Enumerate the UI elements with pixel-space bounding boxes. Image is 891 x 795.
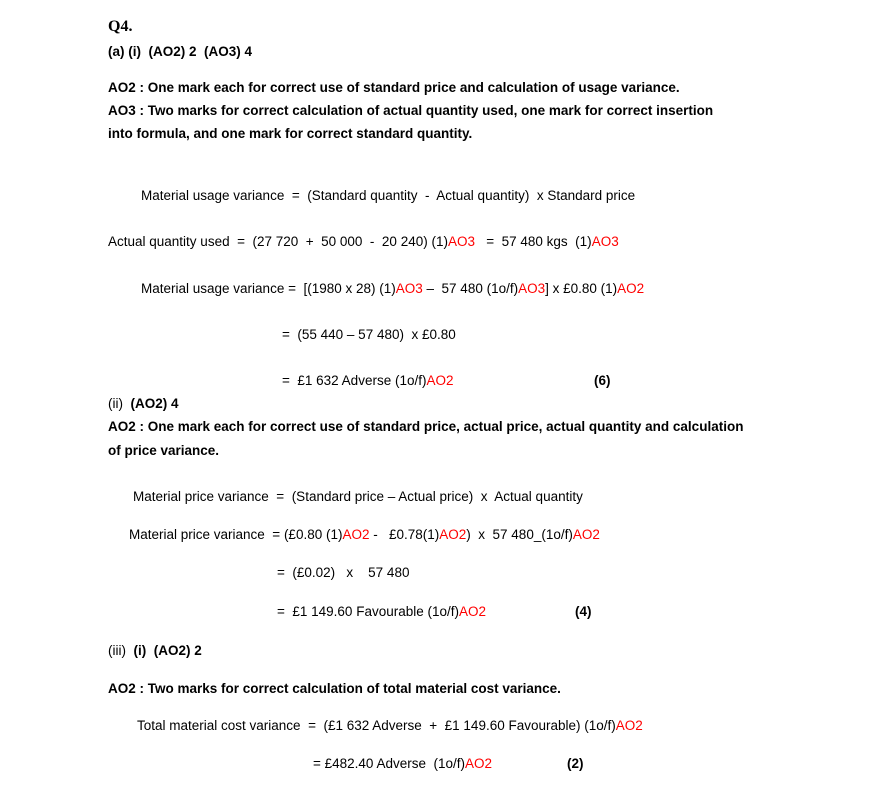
text-segment: (i) (AO2) 2 [133, 643, 202, 658]
text-segment: AO2 : Two marks for correct calculation of total material cost variance. [108, 681, 561, 696]
assessment-objective-tag: AO2 [342, 527, 370, 542]
assessment-objective-tag: AO2 [426, 373, 454, 388]
assessment-objective-tag: AO2 [615, 718, 643, 733]
text-segment: AO2 : One mark each for correct use of standard price and calculation of usage variance. [108, 80, 680, 95]
text-segment: (AO2) 4 [130, 396, 179, 411]
assessment-objective-tag: AO3 [395, 281, 423, 296]
assessment-objective-tag: AO2 [572, 527, 600, 542]
text-segment: = 57 480 kgs (1) [474, 234, 592, 249]
total-marks [567, 755, 584, 773]
usage-variance-step [282, 326, 456, 344]
actual-quantity-calc [108, 233, 619, 251]
assessment-objective-tag: AO3 [591, 234, 619, 249]
text-segment: (ii) [108, 396, 131, 411]
text-segment: AO2 : One mark each for correct use of standard price, actual price, actual quantity and calculation [108, 419, 744, 434]
assessment-objective-tag: AO2 [439, 527, 467, 542]
price-variance-calc [129, 526, 600, 544]
usage-variance-calc [141, 280, 644, 298]
text-segment: ) x 57 480_(1o/f) [466, 527, 573, 542]
text-segment: = (£0.02) x 57 480 [277, 565, 410, 580]
text-segment: Material price variance = (Standard price – Actual price) x Actual quantity [133, 489, 583, 504]
text-segment: Total material cost variance = (£1 632 Adverse + £1 149.60 Favourable) (1o/f) [137, 718, 616, 733]
text-segment: (6) [594, 373, 611, 388]
part-iii-heading [108, 642, 202, 660]
assessment-objective-tag: AO2 [464, 756, 492, 771]
ao2-price-criteria [108, 418, 743, 436]
text-segment: of price variance. [108, 443, 220, 458]
price-variance-result [277, 603, 486, 621]
text-segment: – 57 480 (1o/f) [422, 281, 519, 296]
usage-marks [594, 372, 611, 390]
text-segment: = (55 440 – 57 480) x £0.80 [282, 327, 456, 342]
price-variance-formula [133, 488, 583, 506]
assessment-objective-tag: AO3 [447, 234, 475, 249]
text-segment: (iii) [108, 643, 134, 658]
text-segment: = £1 632 Adverse (1o/f) [282, 373, 427, 388]
total-variance-calc [137, 717, 643, 735]
text-segment: = £482.40 Adverse (1o/f) [313, 756, 465, 771]
text-segment: (4) [575, 604, 592, 619]
total-variance-result [313, 755, 492, 773]
ao2-criteria [108, 79, 680, 97]
text-segment: Material usage variance = [(1980 x 28) (1) [141, 281, 396, 296]
part-ii-heading [108, 395, 179, 413]
assessment-objective-tag: AO2 [459, 604, 487, 619]
assessment-objective-tag: AO3 [518, 281, 546, 296]
ao2-total-criteria [108, 680, 561, 698]
text-segment: (2) [567, 756, 584, 771]
ao3-criteria [108, 102, 713, 120]
text-segment: ] x £0.80 (1) [545, 281, 618, 296]
text-segment: Actual quantity used = (27 720 + 50 000 - 20 240) (1) [108, 234, 448, 249]
price-marks [575, 603, 592, 621]
text-segment: Material usage variance = (Standard quantity - Actual quantity) x Standard price [141, 188, 636, 203]
ao2-price-criteria-cont [108, 442, 219, 460]
part-a-i-heading [108, 43, 252, 61]
question-number: Q4. [108, 18, 133, 35]
price-variance-step [277, 564, 409, 582]
usage-variance-result [282, 372, 453, 390]
text-segment: - £0.78(1) [369, 527, 440, 542]
text-segment: (a) (i) (AO2) 2 (AO3) 4 [108, 44, 253, 59]
text-segment: = £1 149.60 Favourable (1o/f) [277, 604, 459, 619]
text-segment: Material price variance = (£0.80 (1) [129, 527, 343, 542]
ao3-criteria-cont [108, 125, 472, 143]
text-segment: AO3 : Two marks for correct calculation of actual quantity used, one mark for correct insertion [108, 103, 714, 118]
assessment-objective-tag: AO2 [617, 281, 645, 296]
text-segment: into formula, and one mark for correct standard quantity. [108, 126, 473, 141]
usage-variance-formula [141, 187, 635, 205]
